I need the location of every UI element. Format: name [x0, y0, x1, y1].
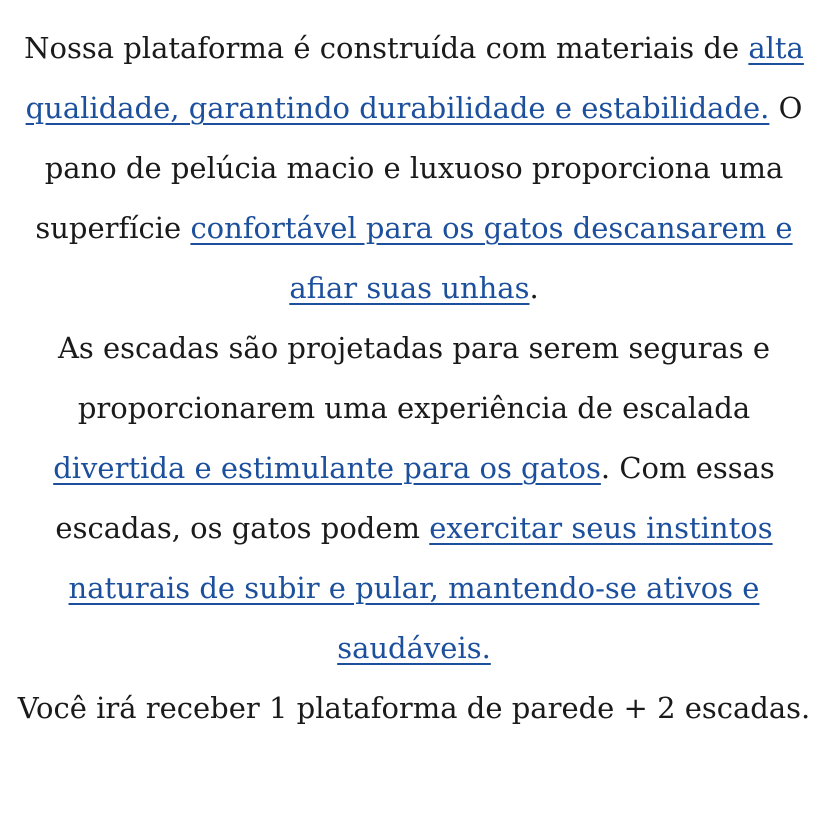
paragraph-materials [14, 18, 814, 318]
package-contents-text: Você irá receber 1 plataforma de parede + 2 escadas. [17, 691, 811, 725]
paragraph-materials-text-3: . [529, 271, 539, 305]
link-natural-instincts[interactable]: exercitar seus instintos naturais de subir e pular, mantendo-se ativos e saudáveis. [68, 511, 773, 665]
paragraph-stairs-text-1: As escadas são projetadas para serem seguras e proporcionarem uma experiência de escalada [57, 331, 771, 425]
paragraph-package-contents [14, 678, 814, 738]
paragraph-materials-text-1: Nossa plataforma é construída com materiais de [24, 31, 749, 65]
paragraph-stairs [14, 318, 814, 678]
link-quality-durability[interactable]: alta qualidade, garantindo durabilidade e estabilidade. [25, 31, 804, 125]
paragraph-stairs-text-2: . Com essas escadas, os gatos podem [55, 451, 775, 545]
paragraph-materials-text-2: O pano de pelúcia macio e luxuoso proporciona uma superfície [35, 91, 803, 245]
link-fun-stimulating[interactable]: divertida e estimulante para os gatos [53, 451, 601, 485]
product-description [14, 18, 814, 738]
link-comfortable-surface[interactable]: confortável para os gatos descansarem e afiar suas unhas [190, 211, 793, 305]
